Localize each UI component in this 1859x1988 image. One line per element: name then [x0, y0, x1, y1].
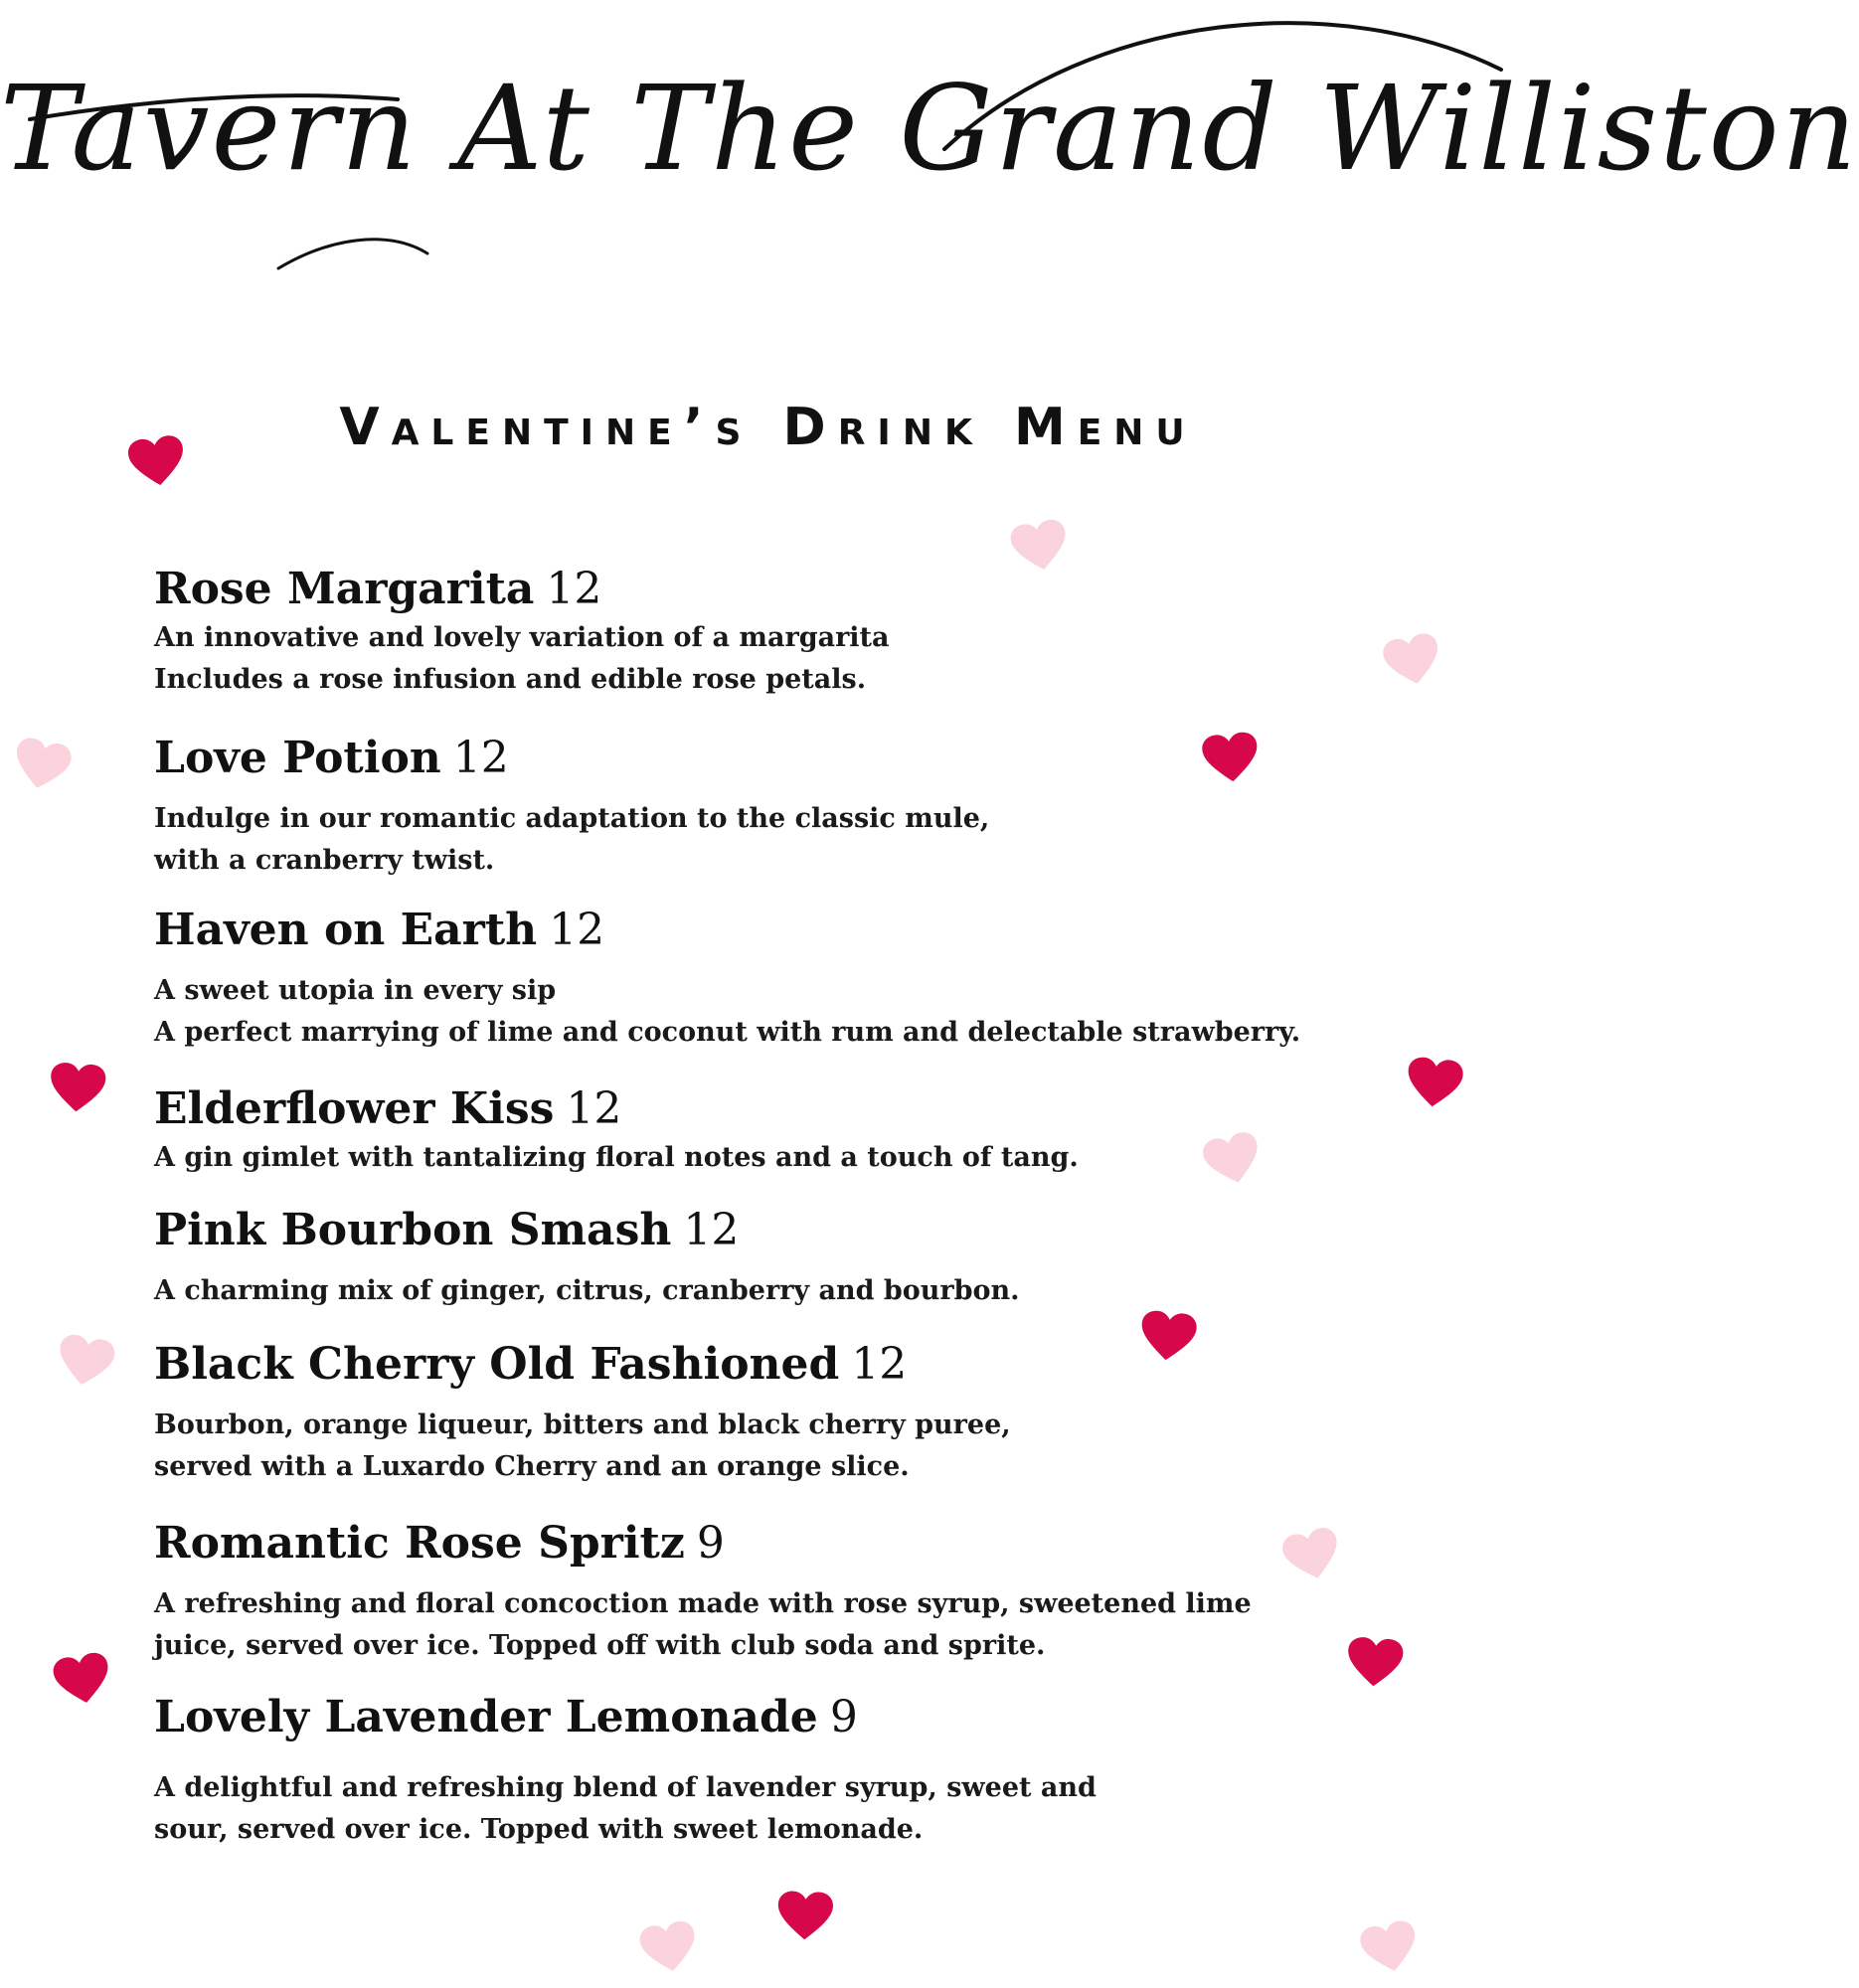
item-description-line: Includes a rose infusion and edible rose petals. [154, 664, 867, 695]
item-description-line: A gin gimlet with tantalizing floral notes and a touch of tang. [154, 1142, 1079, 1173]
heart-icon [48, 1062, 106, 1115]
menu-subtitle: Valentine’s Drink Menu [339, 398, 1197, 457]
item-title [154, 1690, 1377, 1745]
item-description-line: Indulge in our romantic adaptation to the classic mule, [154, 803, 990, 834]
item-description-line: A sweet utopia in every sip [154, 975, 557, 1006]
item-price: 12 [549, 905, 605, 955]
heart-icon [776, 1891, 834, 1942]
item-name: Pink Bourbon Smash [154, 1205, 672, 1255]
item-description-line: A perfect marrying of lime and coconut with rum and delectable strawberry. [154, 1017, 1301, 1048]
menu-item [154, 1516, 1377, 1667]
item-name: Rose Margarita [154, 564, 535, 614]
item-price: 12 [566, 1083, 622, 1134]
heart-icon [1405, 1056, 1465, 1111]
heart-icon [1138, 1309, 1199, 1365]
item-name: Elderflower Kiss [154, 1083, 555, 1134]
item-description-line: Bourbon, orange liqueur, bitters and black cherry puree, [154, 1409, 1011, 1440]
heart-icon [1345, 1636, 1404, 1690]
item-description-line: A delightful and refreshing blend of lavender syrup, sweet and [154, 1772, 1097, 1803]
brand-title: Tavern At The Grand Williston [0, 60, 1859, 197]
heart-icon [637, 1919, 701, 1978]
heart-icon [126, 433, 188, 490]
item-price: 12 [851, 1339, 908, 1390]
menu-item [154, 1081, 1377, 1179]
item-title [154, 1203, 1377, 1258]
heart-icon [1357, 1918, 1422, 1979]
item-name: Love Potion [154, 733, 441, 783]
item-price: 12 [546, 564, 602, 614]
item-price: 12 [683, 1205, 740, 1255]
item-description-line: A charming mix of ginger, citrus, cranberry and bourbon. [154, 1275, 1020, 1306]
heart-icon [9, 736, 74, 796]
item-title [154, 731, 1377, 786]
item-description-line: An innovative and lovely variation of a margarita [154, 622, 890, 653]
item-title [154, 562, 1377, 617]
item-description-line: sour, served over ice. Topped with sweet lemonade. [154, 1814, 924, 1845]
heart-icon [1380, 631, 1444, 692]
menu-item [154, 903, 1377, 1054]
item-description-line: served with a Luxardo Cherry and an orange slice. [154, 1451, 910, 1482]
item-title [154, 1516, 1377, 1572]
heart-icon [1201, 731, 1262, 786]
item-name: Black Cherry Old Fashioned [154, 1339, 840, 1390]
item-name: Lovely Lavender Lemonade [154, 1692, 818, 1742]
item-name: Haven on Earth [154, 905, 538, 955]
item-title [154, 1081, 1377, 1137]
heart-icon [54, 1333, 117, 1392]
item-price: 12 [452, 733, 509, 783]
item-description-line: juice, served over ice. Topped off with club soda and sprite. [154, 1630, 1046, 1661]
heart-icon [51, 1651, 114, 1710]
menu-item [154, 731, 1377, 882]
menu-item [154, 1203, 1377, 1312]
item-price: 9 [829, 1692, 858, 1742]
item-name: Romantic Rose Spritz [154, 1518, 685, 1569]
menu-item [154, 1690, 1377, 1851]
menu-item [154, 562, 1377, 701]
item-description-line: with a cranberry twist. [154, 845, 495, 876]
item-price: 9 [696, 1518, 725, 1569]
heart-icon [1008, 518, 1072, 577]
item-description-line: A refreshing and floral concoction made with rose syrup, sweetened lime [154, 1588, 1252, 1619]
item-title [154, 903, 1377, 958]
